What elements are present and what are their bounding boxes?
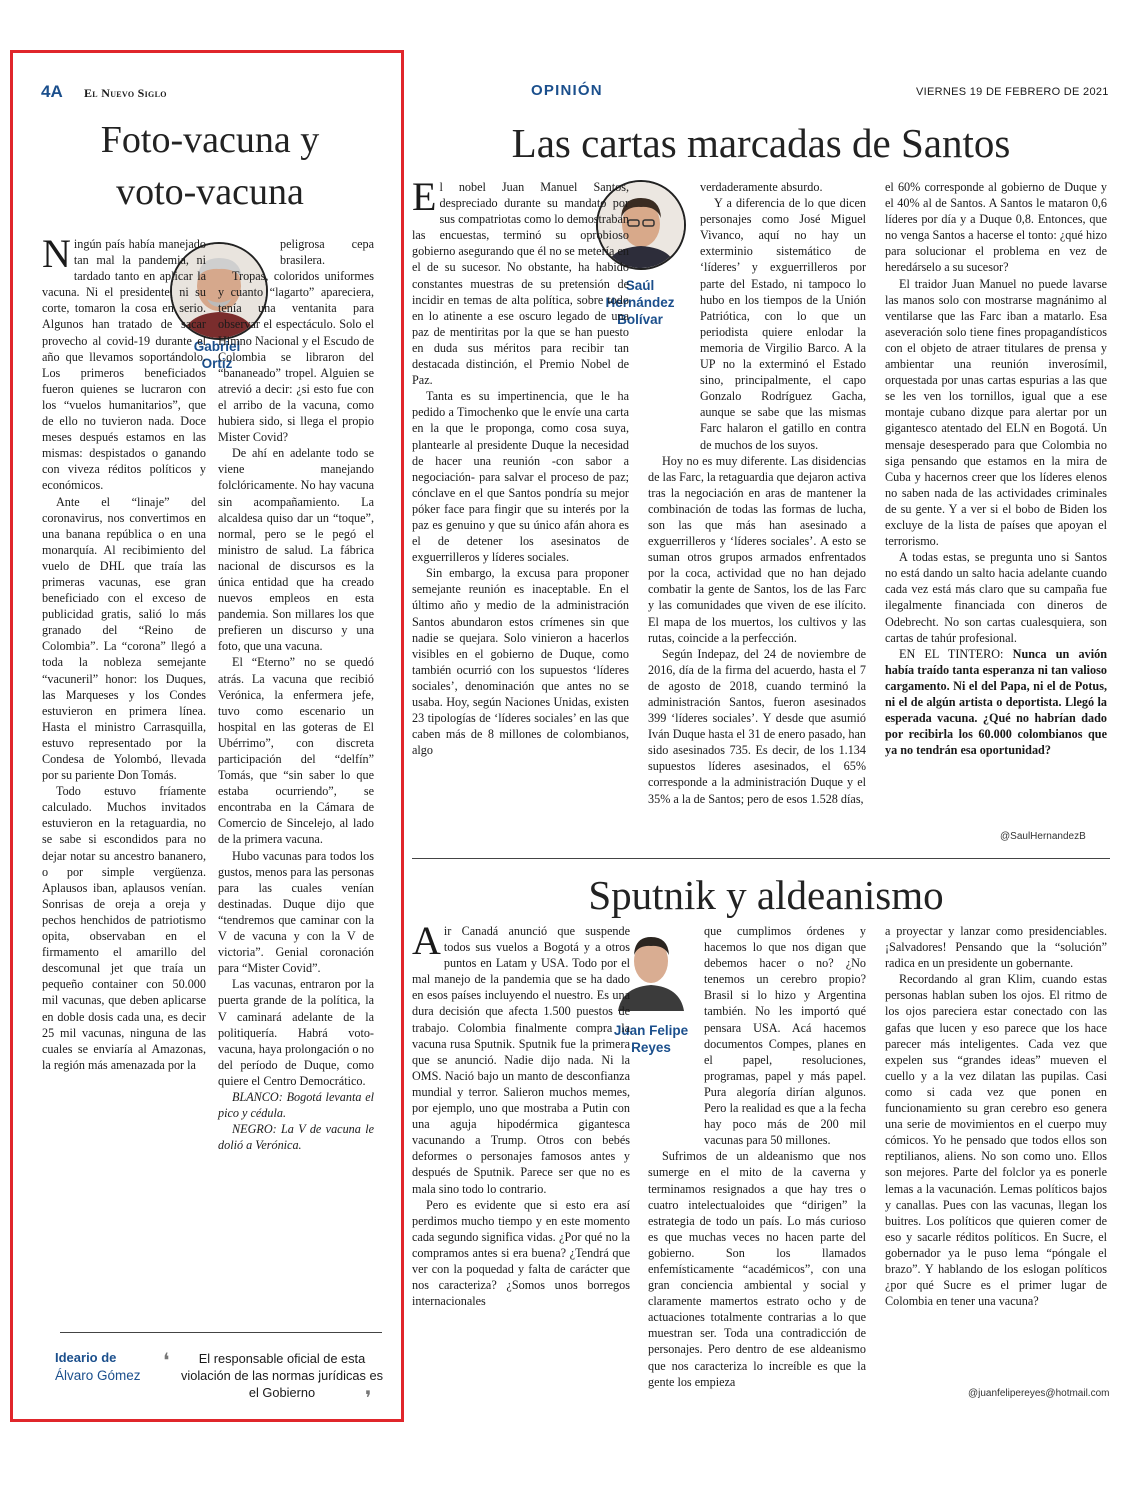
bottom-article-author-handle: @juanfelipereyes@hotmail.com [968,1388,1110,1399]
paragraph: peligrosa cepa brasilera. [280,237,374,268]
page-number: 4A [41,82,63,101]
paragraph: verdaderamente absurdo. [700,180,823,194]
ideario-label-line2: Álvaro Gómez [55,1368,141,1383]
paragraph: Tropas, coloridos uniformes y cuanto “lagarto” apareciera, tenía una ventanita para observar el espectáculo. Solo el Himno Nacional y el Escudo de Colombia se libraron del “bananeado” tropel. Alguien se atrevió a decir: ¿si esto fue con el arribo de la vacuna, como hubiera sido, si llega el propio Mister Covid? [218,269,374,445]
tintero-note [885,646,1107,759]
top-article-author-handle: @SaulHernandezB [1000,831,1086,842]
section-divider [412,858,1110,859]
tintero-label: EN EL TINTERO: [899,646,1004,661]
tintero-text: Nunca un avión había traído tanta esperanza ni tan valioso cargamento. Ni el del Papa, ni el de Potus, ni el de algún artista o deportista. Llegó la esperada vacuna. ¿Qué no habrían dado por recibirla los 60.000 colombianos que ya no tendrán esa oportunidad? [885,646,1107,758]
paragraph: Y a diferencia de lo que dicen personajes como José Miguel Vivanco, aquí no hay un exterminio sistemático de ‘líderes’ y exguerrilleros por parte del Estado, ni tampoco lo hubo en los tiempos de la Unión Patriótica, con lo que un periodista quiere enlodar la memoria de Virgilio Barco. A la UP no la exterminó el Estado sino, principalmente, el capo Gonzalo Rodríguez Gacha, aunque se sabe que las mismas Farc halaron el gatillo en contra de muchos de los suyos. [700,196,866,452]
paragraph: Sufrimos de un aldeanismo que nos sumerge en el mito de la caverna y terminamos resignados a que hay tres o cuatro intelectualoides que “dirigen” la estrategia de todo un país. Lo más curioso es que muchas veces no hacen parte del gobierno. Son los llamados enfemísticamente “académicos”, con una gran conciencia ambiental y social y claramente mamertos estrato ocho y de actuaciones totalmente contrarias a lo que muestran ser. Toda una contradicción de personajes. Pero dentro de ese aldeanismo que nos caracteriza lo increíble es que la gente los empieza [648,1149,866,1389]
paragraph: que cumplimos órdenes y hacemos lo que nos digan que debemos hacer o no? ¿No tenemos un cerebro propio? Brasil si lo hizo y Argentina también. No les importó qué pensara USA. Acá hacemos documentos Compes, planes en el papel, resoluciones, programas, papel y más papel. Pura alegoría dirían algunos. Pero la realidad es que a la fecha hay poco más de 200 mil vacunas para 50 millones. [704,924,866,1148]
negro-text: La V de vacuna le dolió a Verónica. [218,1122,374,1153]
paragraph: Según Indepaz, del 24 de noviembre de 2016, día de la firma del acuerdo, hasta el 7 de agosto de 2018, cuando terminó la administración Santos, fueron asesinados 399 ‘líderes sociales’. Y desde que asumió Iván Duque hasta el 31 de enero pasado, han sido asesinados 735. Es decir, de los 1.134 supuestos líderes asesinados, el 65% corresponde a la administración Duque y el 35% a la de Santos; pero de esos 1.528 días, [648,646,866,806]
paper-name: El Nuevo Siglo [84,86,167,100]
left-article-title [40,114,380,218]
author-name-line: Reyes [631,1040,671,1055]
quote-open-icon: ❛ [163,1350,170,1372]
paragraph: el 60% corresponde al gobierno de Duque y el 40% al de Santos. A Santos le mataron 0,6 líderes por día y a Duque 0,8. Entonces, que no venga Santos a hacerse el tonto: ¿qué hizo para solucionar el problema en vez de heredárselo a su sucesor? [885,180,1107,275]
left-article-column-1 [42,231,206,1073]
blanco-note [218,1089,374,1121]
left-article-title-line2: voto-vacuna [116,171,304,213]
paragraph: El nobel Juan Manuel Santos, despreciado durante su mandato por sus compatriotas como lo demostraban las encuestas, terminó su oprobioso gobierno asegurando que él no se metería en el de su sucesor. No obstante, ha habido constantes muestras de su pretensión de incidir en temas de alta política, sobre todo en lo atinente a ese oscuro legado de una paz de mentiritas por la que se han puesto en duda sus méritos para recibir tan destacada distinción, el Premio Nobel de Paz. [412,174,629,388]
top-article-column-3 [885,179,1107,758]
blanco-text: Bogotá levanta el pico y cédula. [218,1089,375,1121]
bottom-article-title: Sputnik y aldeanismo [588,872,944,918]
paragraph: Tanta es su impertinencia, que le ha pedido a Timochenko que le envíe una carta en la que le proponga, como cosa suya, plantearle al presidente Duque la necesidad de hacer una reunión -con sabor a negociación- para salvar el proceso de paz; cónclave en el que Santos pondría su mejor póker face para fingir que su interés por la paz es genuino y que su único afán ahora es el de detener los asesinatos de exguerrilleros y líderes sociales. [412,389,629,565]
ideario-label-line1: Ideario de [55,1350,117,1365]
paragraph: a proyectar y lanzar como presidenciables. ¡Salvadores! Pensando que la “solución” radica en un presidente un gobernante. [885,924,1107,971]
paragraph: A todas estas, se pregunta uno si Santos no está dando un salto hacia adelante cuando cada vez está más claro que su campaña fue ilegalmente financiada con dineros de Odebrecht. No son cartas cualesquiera, son cartas de tahúr profesional. [885,550,1107,645]
negro-label: NEGRO: [232,1122,277,1137]
author-name-line: Saúl [625,278,655,293]
ideario-rule [60,1332,382,1333]
author-name-line: Juan Felipe [613,1023,689,1038]
paragraph: Todo estuvo fríamente calculado. Muchos invitados estuvieron en la retaguardia, no se sabe si escondidos para no dejar notar su ancestro bananero, o por simple vergüenza. Aplausos iban, aplausos venían. Sonrisas de oreja a oreja y pechos henchidos de patriotismo opita, observaban en el firmamento el amarillo del descomunal jet que traía un pequeño container con 50.000 mil vacunas, que deben aplicarse en doble dosis cada una, es decir 25 mil vacunas, ninguna de las cuales se enviaría al Amazonas, la región más amenazada por la [42,784,206,1072]
paragraph: El traidor Juan Manuel no puede lavarse las manos solo con mostrarse magnánimo al ventilarse que las Farc iban a matarlo. Esa aseveración solo tiene fines propagandísticos con el objeto de atraer titulares de prensa y ambientar una reunión inverosímil, orquestada por unas cartas espurias a las que se les ven los tornillos, igual que a ese montaje cubano dizque para alertar por un gigantesco atentado del ELN en Bogotá. Un mensaje desesperado para que Colombia no siga pensando que estamos en la mira de Cuba y hacernos creer que los líderes elenos no saben nada de las actividades criminales de su gente. Y a ver si el bobo de Biden los excluye de la lista de países que apoyan el terrorismo. [885,276,1107,549]
paragraph: Pero es evidente que si esto era así perdimos mucho tiempo y en este momento cada segundo significa vidas. ¿Por qué no la compramos antes si era buena? ¿Tendrá que ver con la poquedad y falta de carácter que nos caracteriza? ¿Somos unos borregos internacionales [412,1197,630,1309]
ideario-quote: El responsable oficial de esta violación de las normas jurídicas es el Gobierno [180,1351,383,1400]
paragraph: Hubo vacunas para todos los gustos, menos para las personas para las cuales venían destinadas. Duque dijo que “tendremos que caminar con la V de vacuna y con la V de victoria”. Genial coronación para “Mister Covid”. [218,848,374,976]
blanco-label: BLANCO: [232,1089,283,1104]
negro-note [218,1121,374,1153]
left-article-title-line1: Foto-vacuna y [100,119,320,161]
paragraph: De ahí en adelante todo se viene manejando folclóricamente. No hay vacuna sin acompañamiento. La alcaldesa quiso dar un “toque”, normal, pero se le pegó el ministro de salud. La fábrica nacional de discursos es la única entidad que ha creado nuevos empleos en esta pandemia. Son millares los que prefieren un discurso y una foto, que una vacuna. [218,446,374,654]
section-label: OPINIÓN [531,82,603,99]
quote-close-icon: ❜ [365,1388,372,1410]
paragraph: Sin embargo, la excusa para proponer semejante reunión es inaceptable. En el último año y medio de la administración Santos abundaron estos crímenes sin que nadie se quejara. Solo vinieron a hacerlos visibles en el gobierno de Duque, como también ocurrió con los supuestos ‘líderes sociales’, denominación que antes no se usaba. Hoy, según Naciones Unidas, existen 23 tipologías de ‘líderes sociales’ en las que caben más de 8 millones de colombianos, algo [412,566,629,758]
top-article-column-2 [648,179,866,807]
author-last-name: Ortiz [201,356,233,371]
top-article-column-1 [412,174,629,758]
left-article-column-2 [218,236,374,1153]
ideario-box [55,1348,390,1408]
bottom-article-column-1 [412,918,630,1309]
paragraph: El “Eterno” no se quedó atrás. La vacuna que recibió Verónica, la enfermera jefe, tuvo como escenario un hospital en las goteras de El Ubérrimo”, con discreta participación del “delfín” Tomás, que “sin saber lo que estaba ocurriendo”, se encontraba en la Cámara de Comercio de Sincelejo, al lado de la primera vacuna. [218,655,374,847]
bottom-article-column-2 [648,923,866,1390]
top-article-title: Las cartas marcadas de Santos [511,120,1011,166]
paragraph: Air Canadá anunció que suspende todos sus vuelos a Bogotá y a otros puntos en Latam y USA. Todo por el mal manejo de la pandemia que se ha dado en esos países incluyendo el nuestro. Es una dura decisión que afecta 1.500 puestos de trabajo. Colombia finalmente compra la vacuna rusa Sputnik. Sputnik fue la primera que se anunció. Nadie dijo nada. Ni la OMS. Nació bajo un manto de desconfianza mundial y terror. Salieron muchos memes, por ejemplo, uno que mostraba a Putin con una aguja hipodérmica gigantesca vacunando a Trump. Otros con bebés deformes o personajes famosos antes y después de Sputnik. Parece ser que no es mala sino todo lo contrario. [412,918,630,1196]
author-name-line: Bolívar [617,312,663,327]
paragraph: Recordando al gran Klim, cuando estas personas hablan suben los ojos. El ritmo de los ojos pareciera estar conectado con las gafas que lucen y eso parece que los hace parecer más inteligentes. Cada vez que expelen sus “grandes ideas” mueven el cuello y a la vez dilatan las pupilas. Casi como si cada vez que ponen en funcionamiento su gran cerebro eso genera una serie de movimientos en el cuerpo muy cómicos. Yo he pensado que todos ellos son reptilianos, aliens. No son como uno. Ellos son mejores. Parte del folclor ya es ponerle lemas a la vacunación. Lemas políticos bajos y canallas. Pues con las vacunas, llegan los buitres. Los políticos que quieren comer de eso y sacarle réditos políticos. En Sucre, el gobernador ya le puso lema “póngale el brazo”. Y hablando de los eslogan políticos ¿por qué Sucre es el primer lugar de Colombia en tener una vacuna? [885,972,1107,1309]
paragraph: Ningún país había manejado tan mal la pandemia, ni tardado tanto en aplicar la vacuna. Ni el presidente, ni su corte, tomaron la cosa en serio. Algunos han tratado de sacar provecho al covid-19 durante el año que llevamos soportándolo. Los primeros beneficiados fueron quienes se lucraron con los “vuelos humanitarios”, que de ello no tuvieron nada. Doce meses después estamos en las mismas: despistados o ganando con viveza réditos políticos y económicos. [42,231,206,493]
paragraph: Las vacunas, entraron por la puerta grande de la política, la V caminará adelante de la politiquería. Habrá voto-vacuna, haya prolongación o no del período de Duque, como quiere el Centro Democrático. [218,977,374,1088]
author-name-line: Hernández [605,295,675,310]
paragraph: Hoy no es muy diferente. Las disidencias de las Farc, la retaguardia que dejaron activa tras la negociación en aras de mantener la combinación de todas las formas de lucha, son las que más han asesinado a exguerrilleros y ‘líderes sociales’. A esto se suman otros grupos armados enfrentados por la coca, actividad que no han dejado combatir la gente de Santos, los de las Farc y las comunidades que viven de ese ilícito. El mapa de los muertos, los cultivos y las rutas, coincide a la perfección. [648,453,866,645]
paragraph: Ante el “linaje” del coronavirus, nos convertimos en una banana república o en una monarquía. Al recibimiento del vuelo de DHL que traía las primeras vacunas, ese gran beneficiado con el exceso de publicidad gratis, salió lo más granado del “Reino de Colombia”. La “corona” llegó a toda la nobleza semejante “vacuneril” honor: los Duques, las Marqueses y los Condes estuvieron en primera línea. Hasta el ministro Carrasquilla, estuvo representado por la Condesa de Yolombó, llevada por su pariente Don Tomás. [42,494,206,783]
issue-date: VIERNES 19 DE FEBRERO DE 2021 [916,86,1109,98]
author-first-name: Gabriel [193,339,241,354]
bottom-article-column-3 [885,923,1107,1309]
